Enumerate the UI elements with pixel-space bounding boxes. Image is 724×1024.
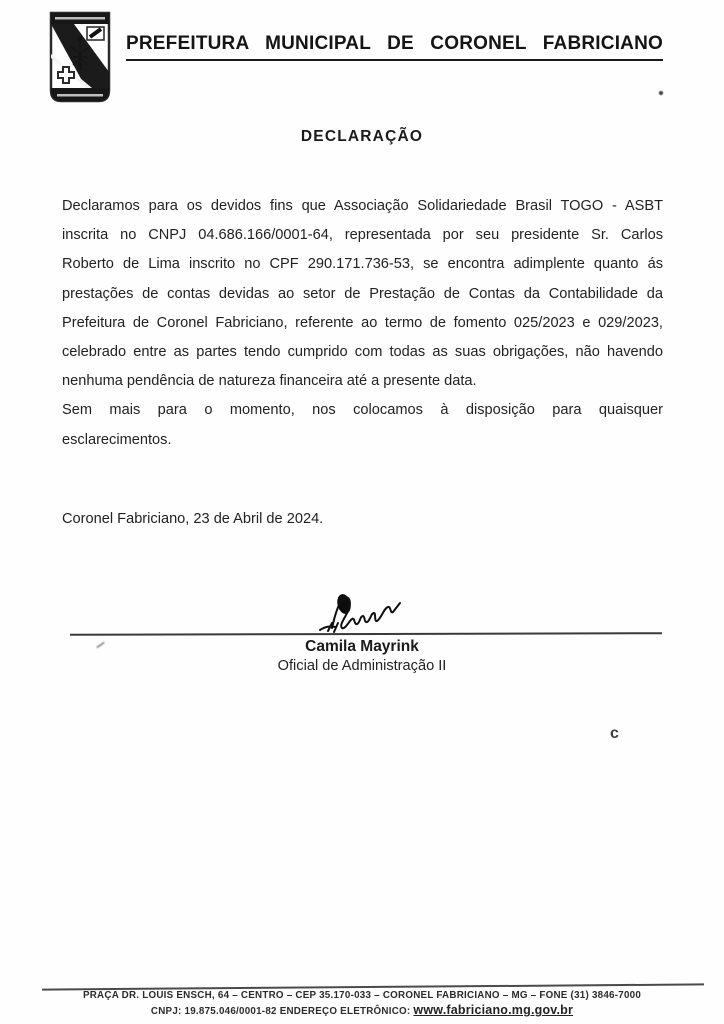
stray-pen-mark: c	[610, 725, 619, 742]
scan-speck	[659, 91, 663, 95]
handwritten-signature	[298, 592, 448, 638]
body-line: Prefeitura de Coronel Fabriciano, referente ao termo de fomento 025/2023 e 029/2023,	[62, 314, 663, 331]
date-line: Coronel Fabriciano, 23 de Abril de 2024.	[62, 511, 324, 527]
footer-website-link: www.fabriciano.mg.gov.br	[413, 1003, 574, 1017]
municipal-crest-icon	[44, 10, 116, 106]
body-line: prestações de contas devidas ao setor de Prestação de Contas da Contabilidade da	[62, 285, 663, 302]
footer-cnpj-text: CNPJ: 19.875.046/0001-82 ENDEREÇO ELETRÔNICO:	[150, 1006, 414, 1017]
signer-role: Oficial de Administração II	[277, 658, 447, 674]
body-line: nenhuma pendência de natureza financeira até a presente data.	[62, 373, 477, 390]
document-title: DECLARAÇÃO	[300, 128, 424, 145]
footer-cnpj-line	[0, 1003, 724, 1017]
document-body	[62, 192, 663, 455]
header-title: PREFEITURA MUNICIPAL DE CORONEL FABRICIANO	[126, 33, 663, 61]
body-line: inscrita no CNPJ 04.686.166/0001-64, representada por seu presidente Sr. Carlos	[62, 227, 663, 244]
body-line: Roberto de Lima inscrito no CPF 290.171.736-53, se encontra adimplente quanto ás	[62, 256, 663, 273]
signer-name: Camila Mayrink	[305, 638, 419, 655]
footer-address: PRAÇA DR. LOUIS ENSCH, 64 – CENTRO – CEP 35.170-033 – CORONEL FABRICIANO – MG – FONE (31) 3846-7000	[82, 990, 642, 1001]
body-line: Sem mais para o momento, nos colocamos à disposição para quaisquer	[62, 402, 663, 419]
body-line: esclarecimentos.	[62, 431, 172, 448]
body-line: Declaramos para os devidos fins que Associação Solidariedade Brasil TOGO - ASBT	[62, 198, 663, 214]
body-line: celebrado entre as partes tendo cumprido com todas as suas obrigações, não havendo	[62, 343, 663, 360]
